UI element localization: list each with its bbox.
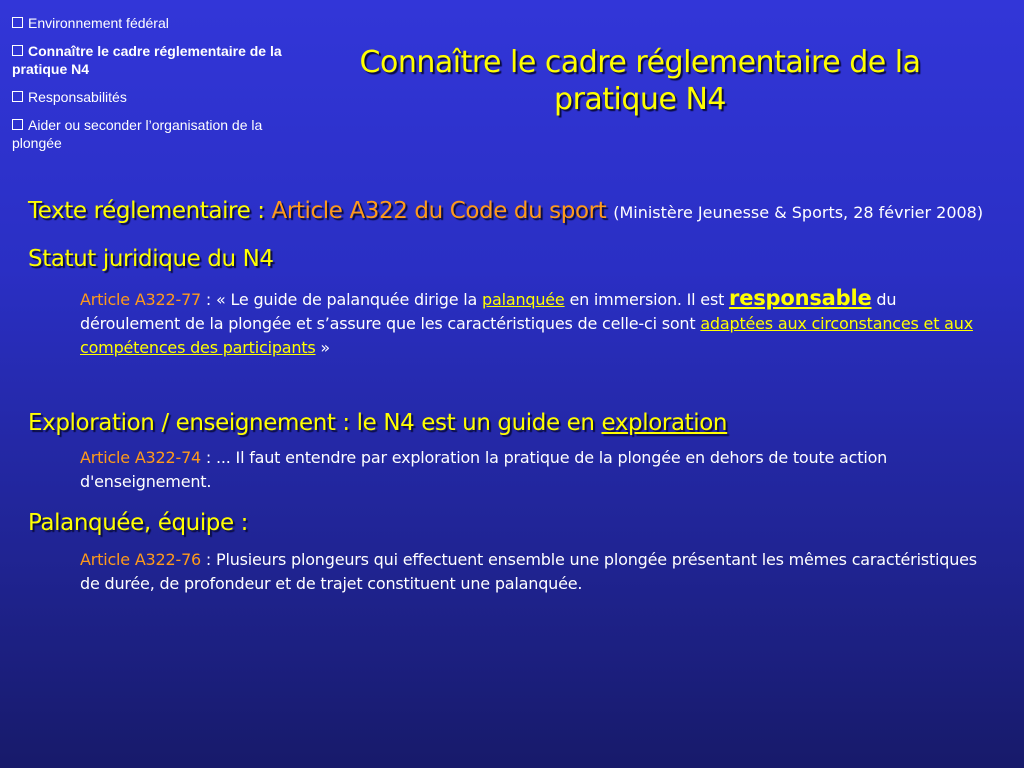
article-text: » bbox=[315, 338, 331, 357]
responsable-link[interactable]: responsable bbox=[729, 286, 872, 310]
article-text: : « Le guide de palanquée dirige la bbox=[201, 290, 483, 309]
exploration-keyword[interactable]: exploration bbox=[601, 410, 728, 436]
article-label: Article A322-77 bbox=[80, 290, 202, 309]
nav-item-responsabilites[interactable] bbox=[12, 88, 282, 106]
source-ref: (Ministère Jeunesse & Sports, 28 février 2008) bbox=[613, 203, 984, 222]
slide-title: Connaître le cadre réglementaire de la pratique N4 bbox=[359, 45, 921, 117]
palanquee-article bbox=[80, 548, 988, 596]
nav-item-label: Aider ou seconder l’organisation de la plongée bbox=[12, 117, 263, 151]
article-text: : Plusieurs plongeurs qui effectuent ensemble une plongée présentant les mêmes caractéristiques de durée, de profondeur et de trajet constituent une palanquée. bbox=[80, 550, 977, 593]
exploration-heading-text: Exploration / enseignement : le N4 est un guide en bbox=[28, 410, 602, 436]
palanquee-heading: Palanquée, équipe : bbox=[28, 510, 249, 536]
checkbox-icon bbox=[12, 119, 23, 130]
checkbox-icon bbox=[12, 91, 23, 102]
article-label: Article A322-76 bbox=[80, 550, 202, 569]
article-label: Article A322-74 bbox=[80, 448, 202, 467]
nav-item-label: Connaître le cadre réglementaire de la pratique N4 bbox=[12, 43, 282, 77]
nav-item-label: Environnement fédéral bbox=[28, 15, 169, 31]
checkbox-icon bbox=[12, 17, 23, 28]
nav-item-organisation[interactable] bbox=[12, 116, 282, 152]
texte-label: Texte réglementaire : bbox=[28, 198, 265, 224]
adaptees-link[interactable]: adaptées aux circonstances et aux compétences des participants bbox=[80, 314, 973, 357]
article-text: : ... Il faut entendre par exploration la pratique de la plongée en dehors de toute action d'enseignement. bbox=[80, 448, 888, 491]
article-ref: Article A322 du bbox=[271, 198, 443, 224]
nav-item-environnement[interactable] bbox=[12, 14, 282, 32]
statut-article bbox=[80, 286, 988, 360]
exploration-heading bbox=[28, 408, 988, 438]
nav-item-cadre[interactable] bbox=[12, 42, 282, 78]
code-ref: Code du sport bbox=[449, 198, 607, 224]
slide-body bbox=[28, 196, 988, 596]
palanquee-link[interactable]: palanquée bbox=[482, 290, 565, 309]
article-text: en immersion. Il est bbox=[564, 290, 730, 309]
article-text: du déroulement de la plongée et s’assure que les caractéristiques de celle-ci sont bbox=[80, 290, 897, 333]
checkbox-icon bbox=[12, 45, 23, 56]
nav-item-label: Responsabilités bbox=[28, 89, 127, 105]
exploration-article bbox=[80, 446, 988, 494]
statut-heading: Statut juridique du N4 bbox=[28, 246, 274, 272]
outline-nav bbox=[12, 14, 282, 162]
texte-reglementaire-heading bbox=[28, 196, 988, 226]
